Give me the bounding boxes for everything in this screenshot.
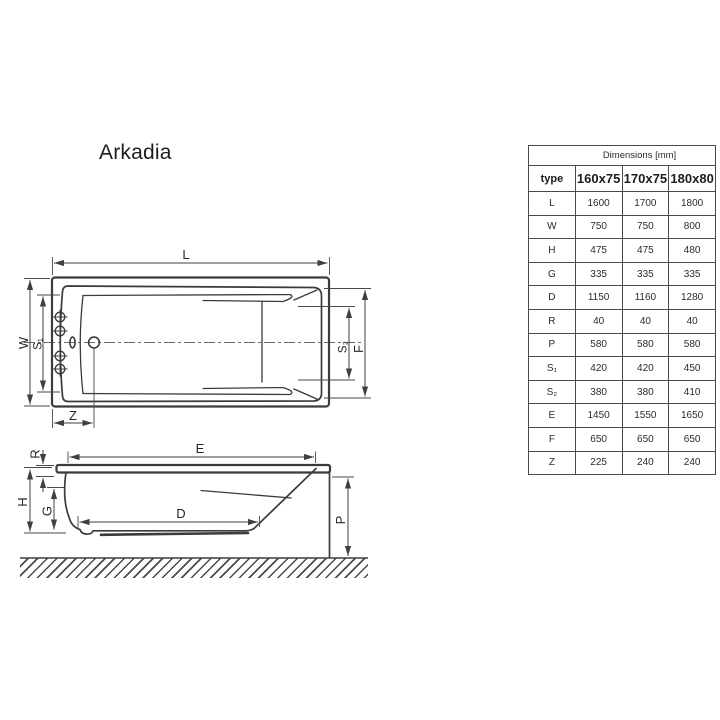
cell-value: 40 bbox=[622, 309, 669, 333]
cell-value: 40 bbox=[669, 309, 716, 333]
side-view bbox=[15, 441, 368, 558]
cell-value: 1150 bbox=[575, 286, 622, 310]
cell-value: 480 bbox=[669, 239, 716, 263]
dim-G bbox=[40, 488, 65, 530]
tub-interior-top bbox=[83, 290, 317, 302]
table-row bbox=[529, 309, 716, 333]
tub-body-profile bbox=[65, 469, 316, 535]
dim-D bbox=[78, 506, 260, 529]
table-row bbox=[529, 380, 716, 404]
seat-line bbox=[201, 491, 291, 499]
dim-label-S2: S₂ bbox=[337, 340, 350, 354]
cell-value: 1450 bbox=[575, 404, 622, 428]
top-view bbox=[16, 247, 371, 428]
tub-interior-bottom bbox=[83, 388, 317, 400]
cell-value: 335 bbox=[669, 262, 716, 286]
jet-icon bbox=[53, 324, 68, 339]
cell-value: 750 bbox=[575, 215, 622, 239]
table-row bbox=[529, 239, 716, 263]
table-title: Dimensions [mm] bbox=[529, 146, 716, 166]
table-header-row bbox=[529, 146, 716, 166]
row-label: H bbox=[529, 239, 576, 263]
jet-icon bbox=[53, 349, 68, 364]
cell-value: 650 bbox=[575, 427, 622, 451]
product-title: Arkadia bbox=[99, 141, 172, 164]
row-label: Z bbox=[529, 451, 576, 475]
cell-value: 580 bbox=[622, 333, 669, 357]
rim-profile bbox=[57, 465, 331, 473]
dim-S2 bbox=[298, 307, 355, 381]
cell-value: 1800 bbox=[669, 192, 716, 216]
cell-value: 1160 bbox=[622, 286, 669, 310]
row-label: E bbox=[529, 404, 576, 428]
cell-value: 1700 bbox=[622, 192, 669, 216]
table-row bbox=[529, 404, 716, 428]
row-label: P bbox=[529, 333, 576, 357]
row-label: R bbox=[529, 309, 576, 333]
base-plate bbox=[101, 533, 248, 535]
tub-interior-left-edge bbox=[80, 296, 83, 394]
cell-value: 650 bbox=[669, 427, 716, 451]
cell-value: 1550 bbox=[622, 404, 669, 428]
cell-value: 225 bbox=[575, 451, 622, 475]
row-label: S₂ bbox=[529, 380, 576, 404]
cell-value: 420 bbox=[622, 357, 669, 381]
table-row bbox=[529, 286, 716, 310]
cell-value: 750 bbox=[622, 215, 669, 239]
dim-P bbox=[332, 477, 354, 556]
table-row bbox=[529, 215, 716, 239]
cell-value: 650 bbox=[622, 427, 669, 451]
cell-value: 420 bbox=[575, 357, 622, 381]
dim-L bbox=[53, 247, 330, 275]
jet-icon bbox=[53, 310, 68, 325]
dim-label-S1: S₁ bbox=[32, 338, 45, 350]
cell-value: 580 bbox=[669, 333, 716, 357]
dim-label-D: D bbox=[176, 506, 186, 521]
cell-value: 1650 bbox=[669, 404, 716, 428]
dim-label-G: G bbox=[39, 505, 55, 517]
col-header-size: 170x75 bbox=[622, 166, 669, 192]
table-row bbox=[529, 333, 716, 357]
dim-label-H: H bbox=[15, 497, 30, 507]
cell-value: 240 bbox=[622, 451, 669, 475]
row-label: S₁ bbox=[529, 357, 576, 381]
cell-value: 335 bbox=[622, 262, 669, 286]
row-label: G bbox=[529, 262, 576, 286]
dim-E bbox=[68, 441, 316, 463]
cell-value: 240 bbox=[669, 451, 716, 475]
dim-label-Z: Z bbox=[69, 408, 77, 423]
row-label: F bbox=[529, 427, 576, 451]
cell-value: 40 bbox=[575, 309, 622, 333]
table-row bbox=[529, 357, 716, 381]
dim-S1 bbox=[33, 295, 61, 392]
cell-value: 580 bbox=[575, 333, 622, 357]
table-row bbox=[529, 451, 716, 475]
row-label: W bbox=[529, 215, 576, 239]
dim-label-W: W bbox=[16, 336, 31, 350]
col-header-size: 160x75 bbox=[575, 166, 622, 192]
dim-label-E: E bbox=[195, 441, 205, 456]
cell-value: 380 bbox=[622, 380, 669, 404]
col-header-type: type bbox=[529, 166, 576, 192]
cell-value: 475 bbox=[622, 239, 669, 263]
cell-value: 1280 bbox=[669, 286, 716, 310]
cell-value: 450 bbox=[669, 357, 716, 381]
cell-value: 335 bbox=[575, 262, 622, 286]
dim-R bbox=[28, 449, 55, 492]
dim-H bbox=[15, 468, 66, 534]
cell-value: 380 bbox=[575, 380, 622, 404]
cell-value: 410 bbox=[669, 380, 716, 404]
table-row bbox=[529, 192, 716, 216]
table-row bbox=[529, 262, 716, 286]
col-header-size: 180x80 bbox=[669, 166, 716, 192]
cell-value: 800 bbox=[669, 215, 716, 239]
dimensions-table bbox=[528, 145, 716, 475]
table-columns-row bbox=[529, 166, 716, 192]
jet-icon bbox=[53, 362, 68, 377]
row-label: D bbox=[529, 286, 576, 310]
dim-label-F: F bbox=[351, 345, 366, 353]
table-row bbox=[529, 427, 716, 451]
dim-label-R: R bbox=[27, 449, 43, 459]
cell-value: 1600 bbox=[575, 192, 622, 216]
row-label: L bbox=[529, 192, 576, 216]
cell-value: 475 bbox=[575, 239, 622, 263]
dim-label-P: P bbox=[333, 515, 348, 525]
dim-label-L: L bbox=[182, 247, 190, 262]
